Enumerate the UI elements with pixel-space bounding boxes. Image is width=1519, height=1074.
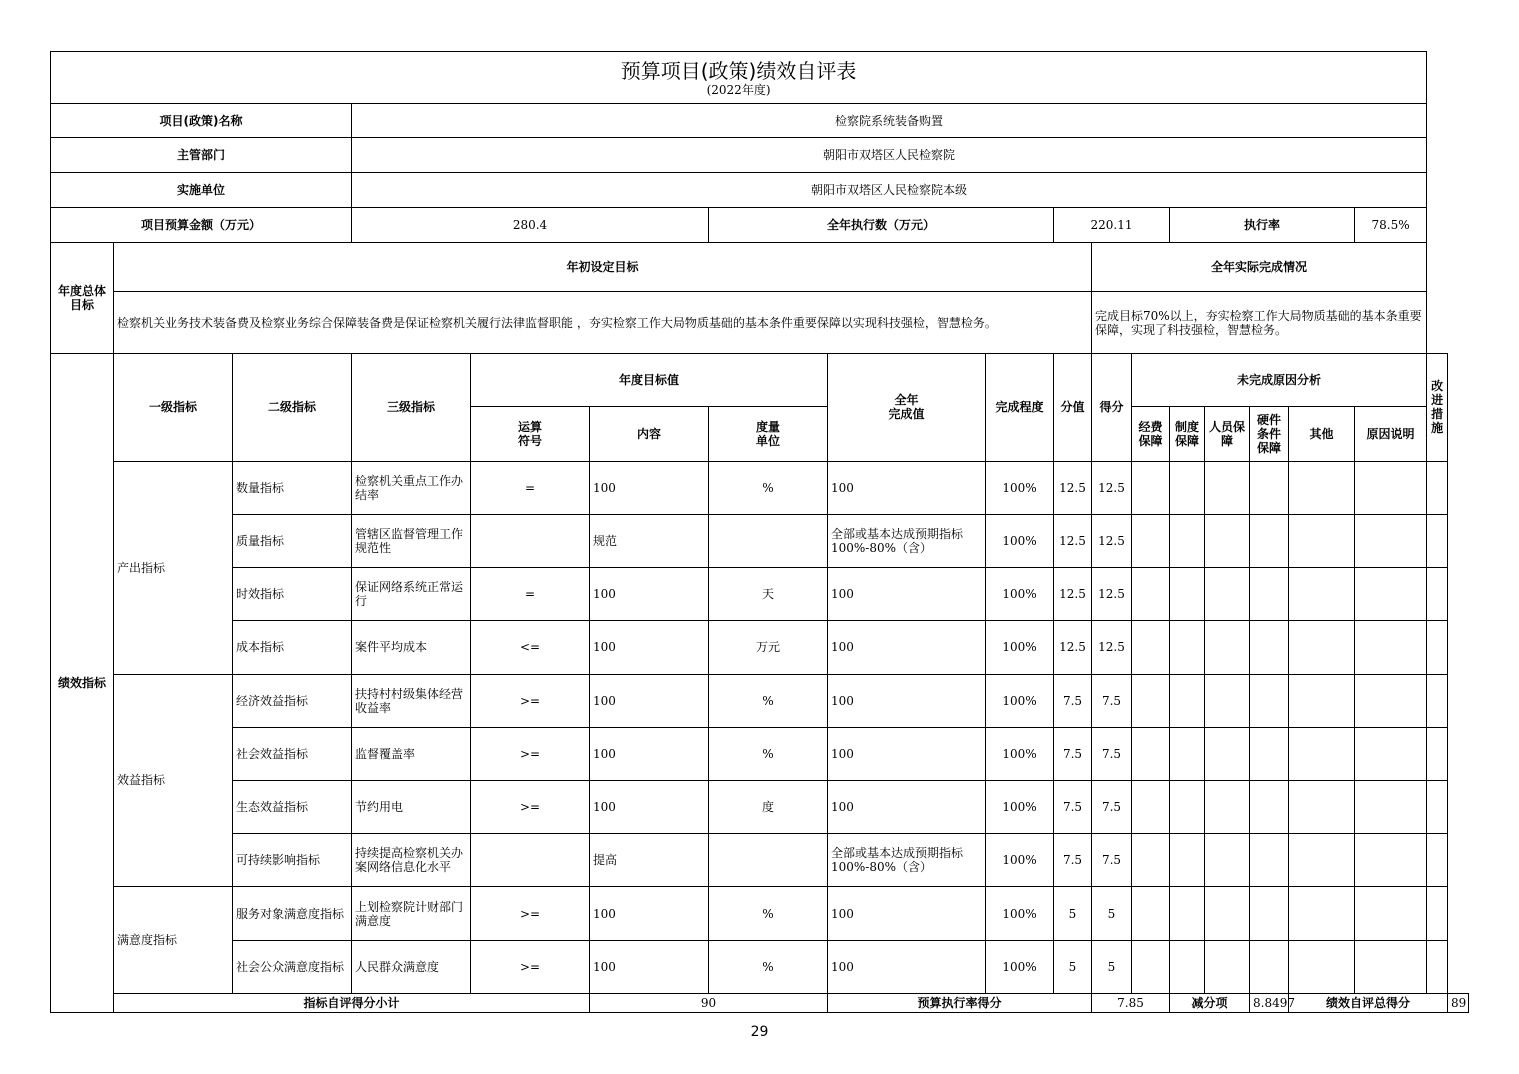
header-degree: 完成程度 (986, 354, 1054, 461)
other-cell (1289, 780, 1355, 833)
personnel-cell (1205, 727, 1250, 780)
other-cell (1289, 461, 1355, 514)
funding-cell (1132, 727, 1170, 780)
score-value-cell: 7.5 (1054, 674, 1092, 727)
table-row (51, 727, 1469, 780)
header-level3: 三级指标 (352, 354, 471, 461)
rate-value: 78.5% (1355, 207, 1427, 242)
dept-label: 主管部门 (51, 138, 352, 173)
content-cell: 100 (590, 940, 709, 993)
score-value-cell: 12.5 (1054, 514, 1092, 567)
improve-cell (1427, 940, 1448, 993)
other-cell (1289, 887, 1355, 940)
system-cell (1170, 727, 1205, 780)
improve-cell (1427, 621, 1448, 674)
operator-cell: >= (471, 727, 590, 780)
improve-cell (1427, 834, 1448, 887)
hardware-cell (1250, 940, 1289, 993)
header-personnel: 人员保 障 (1205, 407, 1250, 461)
personnel-cell (1205, 568, 1250, 621)
reason-cell (1355, 621, 1427, 674)
level2-indicator: 社会公众满意度指标 (233, 940, 352, 993)
actual-value-cell: 100 (828, 568, 986, 621)
level3-indicator: 人民群众满意度 (352, 940, 471, 993)
deduct-label: 减分项 (1170, 993, 1250, 1012)
personnel-cell (1205, 621, 1250, 674)
content-cell: 100 (590, 727, 709, 780)
level2-indicator: 经济效益指标 (233, 674, 352, 727)
header-score: 得分 (1092, 354, 1132, 461)
project-name-value: 检察院系统装备购置 (352, 104, 1427, 138)
personnel-cell (1205, 514, 1250, 567)
subtotal-label: 指标自评得分小计 (114, 993, 590, 1012)
page-title: 预算项目(政策)绩效自评表 (620, 58, 857, 83)
actual-value-cell: 100 (828, 780, 986, 833)
header-improve: 改进措施 (1427, 354, 1448, 461)
score-cell: 7.5 (1092, 674, 1132, 727)
system-cell (1170, 887, 1205, 940)
degree-cell: 100% (986, 834, 1054, 887)
reason-cell (1355, 887, 1427, 940)
dept-value: 朝阳市双塔区人民检察院 (352, 138, 1427, 173)
hardware-cell (1250, 674, 1289, 727)
actual-value-cell: 100 (828, 674, 986, 727)
total-value: 89 (1448, 993, 1469, 1012)
funding-cell (1132, 568, 1170, 621)
header-hardware: 硬件 条件 保障 (1250, 407, 1289, 461)
header-system: 制度 保障 (1170, 407, 1205, 461)
unit-cell: % (709, 940, 828, 993)
level2-indicator: 数量指标 (233, 461, 352, 514)
system-cell (1170, 514, 1205, 567)
improve-cell (1427, 674, 1448, 727)
system-cell (1170, 674, 1205, 727)
reason-cell (1355, 940, 1427, 993)
level2-indicator: 社会效益指标 (233, 727, 352, 780)
funding-cell (1132, 834, 1170, 887)
level1-indicator: 效益指标 (114, 674, 233, 887)
exec-value: 220.11 (1054, 207, 1170, 242)
hardware-cell (1250, 621, 1289, 674)
project-name-label: 项目(政策)名称 (51, 104, 352, 138)
initial-goal-header: 年初设定目标 (114, 242, 1092, 291)
score-value-cell: 7.5 (1054, 727, 1092, 780)
budget-score-label: 预算执行率得分 (828, 993, 1092, 1012)
improve-cell (1427, 461, 1448, 514)
improve-cell (1427, 568, 1448, 621)
table-row (51, 940, 1469, 993)
funding-cell (1132, 780, 1170, 833)
actual-value-cell: 全部或基本达成预期指标100%-80%（含） (828, 514, 986, 567)
level3-indicator: 扶持村村级集体经营收益率 (352, 674, 471, 727)
actual-goal-text: 完成目标70%以上，夯实检察工作大局物质基础的基本条重要保障，实现了科技强检，智慧检务。 (1092, 291, 1427, 353)
deduct-value: 8.8497 (1250, 993, 1289, 1012)
other-cell (1289, 568, 1355, 621)
unit-cell: % (709, 461, 828, 514)
score-value-cell: 5 (1054, 940, 1092, 993)
actual-value-cell: 100 (828, 727, 986, 780)
unit-cell: % (709, 887, 828, 940)
other-cell (1289, 674, 1355, 727)
level1-indicator: 满意度指标 (114, 887, 233, 993)
improve-cell (1427, 887, 1448, 940)
budget-score-value: 7.85 (1092, 993, 1170, 1012)
header-other: 其他 (1289, 407, 1355, 461)
content-cell: 100 (590, 674, 709, 727)
reason-cell (1355, 461, 1427, 514)
degree-cell: 100% (986, 514, 1054, 567)
personnel-cell (1205, 674, 1250, 727)
level1-indicator: 产出指标 (114, 461, 233, 674)
level3-indicator: 上划检察院计财部门满意度 (352, 887, 471, 940)
table-row (51, 887, 1469, 940)
reason-cell (1355, 727, 1427, 780)
unit-cell: 万元 (709, 621, 828, 674)
level2-indicator: 成本指标 (233, 621, 352, 674)
indicator-section-label: 绩效指标 (51, 354, 114, 1013)
score-value-cell: 7.5 (1054, 834, 1092, 887)
personnel-cell (1205, 834, 1250, 887)
funding-cell (1132, 514, 1170, 567)
level3-indicator: 案件平均成本 (352, 621, 471, 674)
level2-indicator: 时效指标 (233, 568, 352, 621)
actual-value-cell: 全部或基本达成预期指标100%-80%（含） (828, 834, 986, 887)
hardware-cell (1250, 727, 1289, 780)
table-row (51, 834, 1469, 887)
content-cell: 100 (590, 621, 709, 674)
content-cell: 100 (590, 780, 709, 833)
other-cell (1289, 940, 1355, 993)
level2-indicator: 服务对象满意度指标 (233, 887, 352, 940)
unit-cell: 度 (709, 780, 828, 833)
subtotal-value: 90 (590, 993, 828, 1012)
header-score-value: 分值 (1054, 354, 1092, 461)
reason-cell (1355, 514, 1427, 567)
score-value-cell: 12.5 (1054, 461, 1092, 514)
unit-label: 实施单位 (51, 173, 352, 207)
score-cell: 7.5 (1092, 834, 1132, 887)
score-cell: 7.5 (1092, 727, 1132, 780)
unit-cell: % (709, 674, 828, 727)
system-cell (1170, 568, 1205, 621)
header-content: 内容 (590, 407, 709, 461)
improve-cell (1427, 514, 1448, 567)
unit-cell: 天 (709, 568, 828, 621)
page-subtitle: (2022年度) (706, 82, 771, 97)
exec-label: 全年执行数（万元） (709, 207, 1054, 242)
reason-cell (1355, 568, 1427, 621)
degree-cell: 100% (986, 887, 1054, 940)
system-cell (1170, 940, 1205, 993)
operator-cell: = (471, 461, 590, 514)
level2-indicator: 可持续影响指标 (233, 834, 352, 887)
improve-cell (1427, 780, 1448, 833)
operator-cell (471, 834, 590, 887)
content-cell: 100 (590, 887, 709, 940)
table-title-cell (51, 52, 1427, 104)
funding-cell (1132, 887, 1170, 940)
funding-cell (1132, 621, 1170, 674)
operator-cell (471, 514, 590, 567)
degree-cell: 100% (986, 568, 1054, 621)
score-cell: 12.5 (1092, 568, 1132, 621)
header-operator: 运算 符号 (471, 407, 590, 461)
other-cell (1289, 514, 1355, 567)
operator-cell: = (471, 568, 590, 621)
operator-cell: >= (471, 674, 590, 727)
unit-value: 朝阳市双塔区人民检察院本级 (352, 173, 1427, 207)
level3-indicator: 持续提高检察机关办案网络信息化水平 (352, 834, 471, 887)
degree-cell: 100% (986, 940, 1054, 993)
unit-cell (709, 514, 828, 567)
funding-cell (1132, 940, 1170, 993)
personnel-cell (1205, 461, 1250, 514)
operator-cell: >= (471, 780, 590, 833)
table-row (51, 780, 1469, 833)
footer-row (51, 993, 1469, 1012)
actual-goal-header: 全年实际完成情况 (1092, 242, 1427, 291)
personnel-cell (1205, 780, 1250, 833)
system-cell (1170, 834, 1205, 887)
page-number: 29 (750, 1024, 769, 1040)
hardware-cell (1250, 514, 1289, 567)
unit-cell: % (709, 727, 828, 780)
content-cell: 100 (590, 568, 709, 621)
level3-indicator: 节约用电 (352, 780, 471, 833)
actual-value-cell: 100 (828, 887, 986, 940)
system-cell (1170, 461, 1205, 514)
improve-cell (1427, 727, 1448, 780)
score-cell: 5 (1092, 940, 1132, 993)
funding-cell (1132, 674, 1170, 727)
level3-indicator: 管辖区监督管理工作规范性 (352, 514, 471, 567)
table-row (51, 568, 1469, 621)
score-cell: 12.5 (1092, 621, 1132, 674)
other-cell (1289, 727, 1355, 780)
header-level1: 一级指标 (114, 354, 233, 461)
system-cell (1170, 780, 1205, 833)
score-value-cell: 12.5 (1054, 621, 1092, 674)
funding-cell (1132, 461, 1170, 514)
header-unit: 度量 单位 (709, 407, 828, 461)
table-row (51, 514, 1469, 567)
score-cell: 12.5 (1092, 461, 1132, 514)
degree-cell: 100% (986, 780, 1054, 833)
level3-indicator: 保证网络系统正常运行 (352, 568, 471, 621)
rate-label: 执行率 (1170, 207, 1355, 242)
level2-indicator: 质量指标 (233, 514, 352, 567)
content-cell: 规范 (590, 514, 709, 567)
goals-section-label: 年度总体目标 (51, 242, 114, 353)
content-cell: 提高 (590, 834, 709, 887)
reason-cell (1355, 834, 1427, 887)
hardware-cell (1250, 780, 1289, 833)
table-row (51, 674, 1469, 727)
level2-indicator: 生态效益指标 (233, 780, 352, 833)
actual-value-cell: 100 (828, 461, 986, 514)
other-cell (1289, 621, 1355, 674)
performance-evaluation-table (50, 51, 1469, 1013)
score-value-cell: 5 (1054, 887, 1092, 940)
budget-value: 280.4 (352, 207, 709, 242)
header-reason: 原因说明 (1355, 407, 1427, 461)
unit-cell (709, 834, 828, 887)
header-annual-target: 年度目标值 (471, 354, 828, 407)
degree-cell: 100% (986, 674, 1054, 727)
degree-cell: 100% (986, 621, 1054, 674)
other-cell (1289, 834, 1355, 887)
reason-cell (1355, 780, 1427, 833)
degree-cell: 100% (986, 461, 1054, 514)
header-analysis: 未完成原因分析 (1132, 354, 1427, 407)
hardware-cell (1250, 461, 1289, 514)
hardware-cell (1250, 568, 1289, 621)
budget-label: 项目预算金额（万元） (51, 207, 352, 242)
header-level2: 二级指标 (233, 354, 352, 461)
level3-indicator: 监督覆盖率 (352, 727, 471, 780)
reason-cell (1355, 674, 1427, 727)
personnel-cell (1205, 940, 1250, 993)
actual-value-cell: 100 (828, 621, 986, 674)
actual-value-cell: 100 (828, 940, 986, 993)
hardware-cell (1250, 887, 1289, 940)
level3-indicator: 检察机关重点工作办结率 (352, 461, 471, 514)
total-label: 绩效自评总得分 (1289, 993, 1448, 1012)
score-cell: 12.5 (1092, 514, 1132, 567)
content-cell: 100 (590, 461, 709, 514)
hardware-cell (1250, 834, 1289, 887)
score-value-cell: 12.5 (1054, 568, 1092, 621)
header-funding: 经费 保障 (1132, 407, 1170, 461)
degree-cell: 100% (986, 727, 1054, 780)
score-value-cell: 7.5 (1054, 780, 1092, 833)
score-cell: 7.5 (1092, 780, 1132, 833)
table-row (51, 461, 1469, 514)
initial-goal-text: 检察机关业务技术装备费及检察业务综合保障装备费是保证检察机关履行法律监督职能 ，夯实检察工作大局物质基础的基本条件重要保障以实现科技强检，智慧检务。 (114, 291, 1092, 353)
operator-cell: >= (471, 887, 590, 940)
operator-cell: >= (471, 940, 590, 993)
operator-cell: <= (471, 621, 590, 674)
header-full-year: 全年 完成值 (828, 354, 986, 461)
system-cell (1170, 621, 1205, 674)
personnel-cell (1205, 887, 1250, 940)
score-cell: 5 (1092, 887, 1132, 940)
table-row (51, 621, 1469, 674)
